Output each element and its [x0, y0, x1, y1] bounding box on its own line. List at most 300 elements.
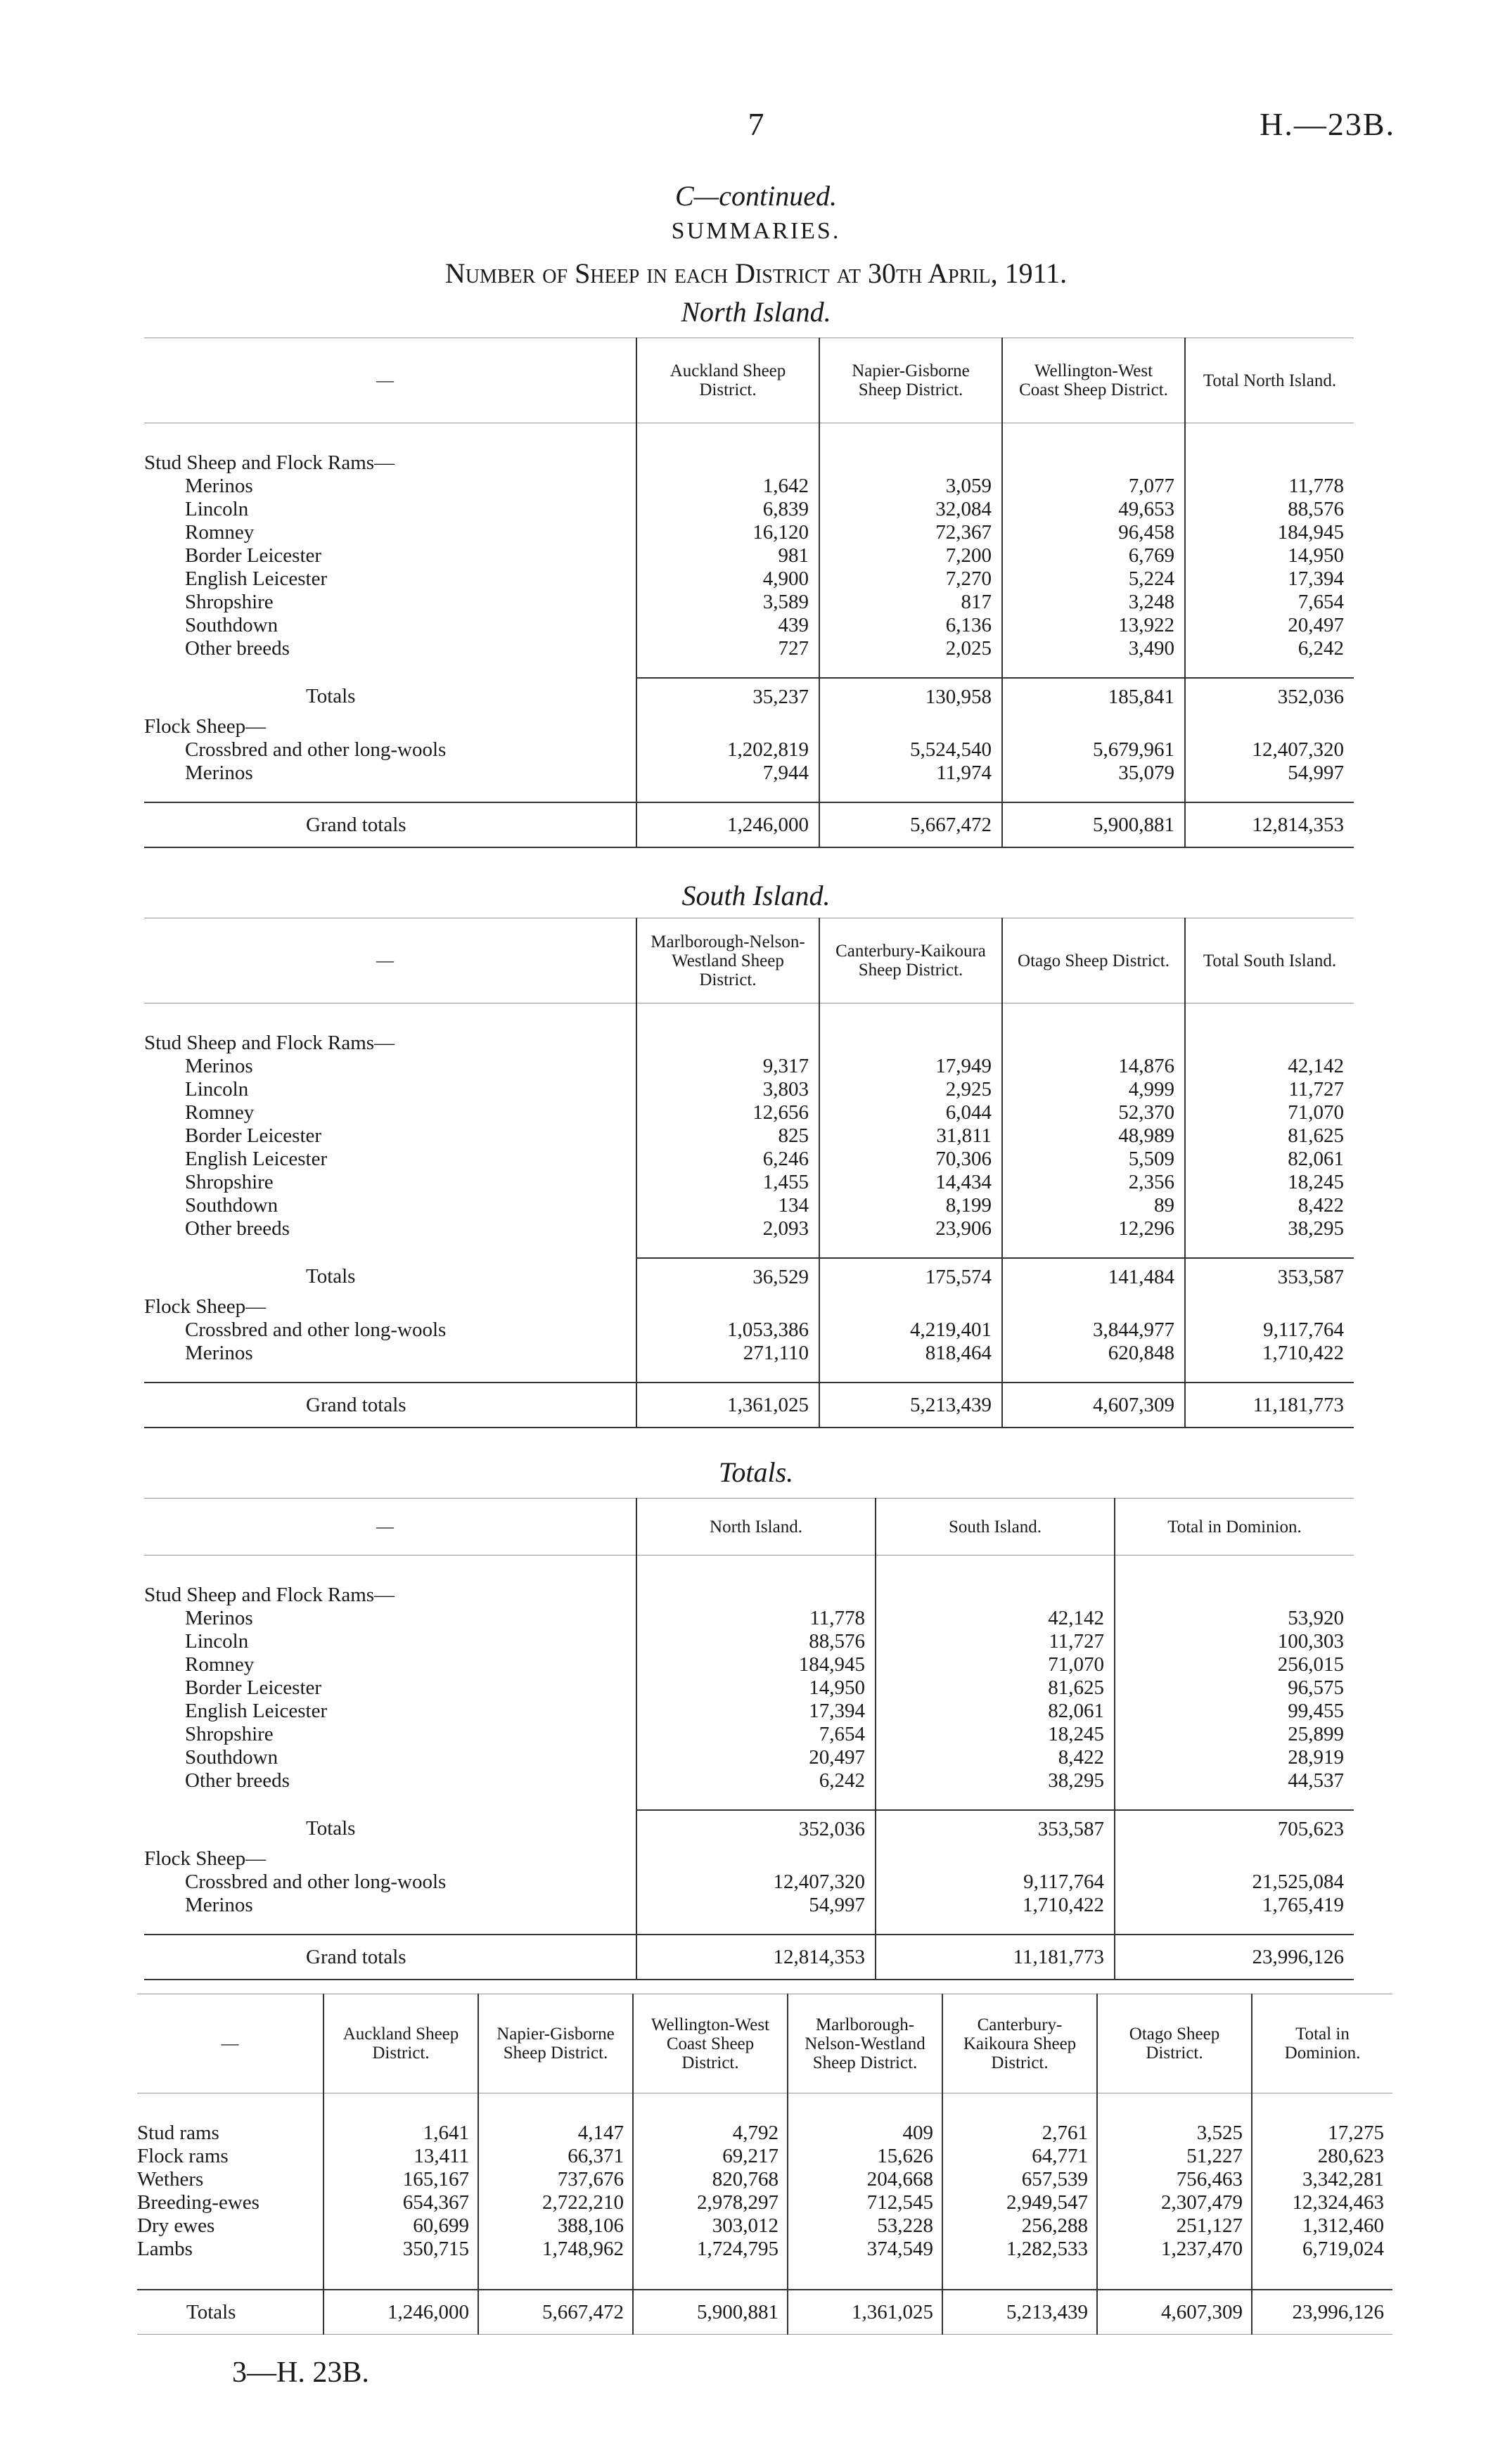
table-row	[144, 1630, 1354, 1653]
totals-label: Totals	[306, 1817, 356, 1840]
value-cell: 11,778	[636, 1607, 876, 1630]
stub-header: —	[144, 338, 636, 423]
column-header: Wellington-West Coast Sheep District.	[1002, 338, 1185, 423]
spacer-cell	[942, 2261, 1097, 2290]
continued-heading: C—continued.	[675, 180, 837, 212]
column-header: Total in Dominion.	[1115, 1499, 1354, 1556]
column-header: South Island.	[876, 1499, 1115, 1556]
north-island-title: North Island.	[681, 296, 831, 328]
value-cell: 72,367	[819, 521, 1002, 544]
grand-total-cell: 5,213,439	[819, 1383, 1002, 1428]
table-row	[144, 1769, 1354, 1792]
table-row	[137, 2122, 1392, 2145]
spacer-cell	[323, 2093, 478, 2122]
value-cell: 1,641	[323, 2122, 478, 2145]
flock-sheep-heading: Flock Sheep—	[144, 715, 267, 738]
value-cell: 4,792	[633, 2122, 788, 2145]
value-cell: 1,710,422	[1185, 1342, 1354, 1365]
row-label: Wethers	[137, 2168, 204, 2191]
value-cell: 13,922	[1002, 614, 1185, 637]
empty-cell	[876, 1584, 1115, 1607]
value-cell: 256,015	[1115, 1653, 1354, 1676]
column-header: Otago Sheep District.	[1097, 1994, 1252, 2093]
total-cell: 4,607,309	[1097, 2290, 1252, 2335]
totals-row	[137, 2290, 1392, 2335]
value-cell: 38,295	[1185, 1217, 1354, 1240]
spacer-row	[144, 1365, 1354, 1383]
table-row	[144, 567, 1354, 591]
value-cell: 1,642	[636, 475, 819, 498]
value-cell: 4,219,401	[819, 1319, 1002, 1342]
value-cell: 3,525	[1097, 2122, 1252, 2145]
spacer-cell	[323, 2261, 478, 2290]
row-label: Merinos	[185, 1607, 253, 1629]
row-label: Merinos	[185, 1894, 253, 1916]
value-cell: 620,848	[1002, 1342, 1185, 1365]
spacer-row	[137, 2093, 1392, 2122]
value-cell: 303,012	[633, 2214, 788, 2238]
spacer-cell	[819, 1365, 1002, 1383]
value-cell: 9,117,764	[1185, 1319, 1354, 1342]
value-cell: 1,710,422	[876, 1894, 1115, 1917]
row-label: English Leicester	[185, 1700, 328, 1722]
value-cell: 7,944	[636, 762, 819, 785]
value-cell: 2,761	[942, 2122, 1097, 2145]
spacer-row	[144, 1917, 1354, 1935]
value-cell: 8,199	[819, 1194, 1002, 1217]
empty-cell	[636, 1032, 819, 1055]
total-cell: 130,958	[819, 678, 1002, 715]
totals-row	[144, 1810, 1354, 1847]
value-cell: 11,727	[1185, 1078, 1354, 1101]
column-header: Canterbury-Kaikoura Sheep District.	[819, 918, 1002, 1003]
value-cell: 6,044	[819, 1101, 1002, 1124]
total-cell: 5,667,472	[478, 2290, 633, 2335]
value-cell: 12,296	[1002, 1217, 1185, 1240]
spacer-cell	[876, 1556, 1115, 1584]
value-cell: 2,949,547	[942, 2191, 1097, 2214]
value-cell: 3,342,281	[1252, 2168, 1392, 2191]
spacer-cell	[144, 660, 636, 678]
column-header: Auckland Sheep District.	[323, 1994, 478, 2093]
table-row	[137, 2191, 1392, 2214]
spacer-cell	[636, 1917, 876, 1935]
value-cell: 2,978,297	[633, 2191, 788, 2214]
value-cell: 6,136	[819, 614, 1002, 637]
spacer-cell	[1185, 660, 1354, 678]
spacer-cell	[144, 1003, 636, 1032]
row-label: Southdown	[185, 1746, 278, 1769]
empty-cell	[1185, 1032, 1354, 1055]
value-cell: 5,524,540	[819, 738, 1002, 762]
value-cell: 82,061	[876, 1700, 1115, 1723]
spacer-cell	[1185, 1240, 1354, 1258]
value-cell: 6,242	[1185, 637, 1354, 660]
value-cell: 1,237,470	[1097, 2238, 1252, 2261]
row-label: Southdown	[185, 614, 278, 636]
table-row	[144, 1894, 1354, 1917]
row-label: Border Leicester	[185, 1124, 322, 1147]
total-cell: 1,246,000	[323, 2290, 478, 2335]
table-row	[144, 591, 1354, 614]
value-cell: 69,217	[633, 2145, 788, 2168]
value-cell: 3,059	[819, 475, 1002, 498]
column-header: Napier-Gisborne Sheep District.	[819, 338, 1002, 423]
spacer-cell	[144, 785, 636, 802]
spacer-cell	[144, 1556, 636, 1584]
value-cell: 374,549	[788, 2238, 942, 2261]
value-cell: 16,120	[636, 521, 819, 544]
value-cell: 251,127	[1097, 2214, 1252, 2238]
table-row	[144, 1124, 1354, 1148]
spacer-cell	[819, 785, 1002, 802]
table-row	[144, 762, 1354, 785]
value-cell: 21,525,084	[1115, 1871, 1354, 1894]
total-cell: 352,036	[1185, 678, 1354, 715]
page-number: 7	[748, 106, 764, 142]
empty-cell	[636, 1584, 876, 1607]
value-cell: 2,356	[1002, 1171, 1185, 1194]
totals-label: Totals	[306, 1265, 356, 1288]
empty-cell	[819, 1295, 1002, 1319]
value-cell: 28,919	[1115, 1746, 1354, 1769]
spacer-row	[144, 785, 1354, 802]
total-cell: 5,900,881	[633, 2290, 788, 2335]
grand-totals-row	[144, 1935, 1354, 1980]
empty-cell	[1185, 715, 1354, 738]
row-label: Lincoln	[185, 498, 249, 520]
column-header: North Island.	[636, 1499, 876, 1556]
value-cell: 48,989	[1002, 1124, 1185, 1148]
row-label: Crossbred and other long-wools	[185, 1319, 447, 1341]
spacer-cell	[1185, 785, 1354, 802]
row-label: Border Leicester	[185, 1676, 322, 1699]
table-header-row	[144, 1499, 1354, 1556]
table-row	[137, 2214, 1392, 2238]
value-cell: 727	[636, 637, 819, 660]
value-cell: 6,839	[636, 498, 819, 521]
total-cell: 1,361,025	[788, 2290, 942, 2335]
spacer-cell	[1097, 2261, 1252, 2290]
value-cell: 13,411	[323, 2145, 478, 2168]
value-cell: 2,025	[819, 637, 1002, 660]
table-row	[144, 1342, 1354, 1365]
spacer-cell	[144, 1240, 636, 1258]
column-header: Total North Island.	[1185, 338, 1354, 423]
stud-sheep-heading: Stud Sheep and Flock Rams—	[144, 1584, 395, 1606]
totals-title: Totals.	[718, 1456, 794, 1488]
empty-cell	[819, 451, 1002, 475]
totals-row	[144, 1258, 1354, 1295]
grand-total-cell: 12,814,353	[636, 1935, 876, 1980]
value-cell: 81,625	[876, 1676, 1115, 1700]
value-cell: 6,242	[636, 1769, 876, 1792]
value-cell: 88,576	[636, 1630, 876, 1653]
value-cell: 7,200	[819, 544, 1002, 567]
value-cell: 350,715	[323, 2238, 478, 2261]
value-cell: 12,407,320	[636, 1871, 876, 1894]
empty-cell	[819, 1032, 1002, 1055]
total-cell: 352,036	[636, 1810, 876, 1847]
value-cell: 1,312,460	[1252, 2214, 1392, 2238]
value-cell: 18,245	[876, 1723, 1115, 1746]
value-cell: 35,079	[1002, 762, 1185, 785]
value-cell: 1,455	[636, 1171, 819, 1194]
spacer-cell	[1185, 1003, 1354, 1032]
spacer-cell	[1097, 2093, 1252, 2122]
value-cell: 53,920	[1115, 1607, 1354, 1630]
empty-cell	[1115, 1584, 1354, 1607]
table-row	[144, 1194, 1354, 1217]
spacer-row	[144, 423, 1354, 452]
empty-cell	[1002, 451, 1185, 475]
value-cell: 23,906	[819, 1217, 1002, 1240]
value-cell: 280,623	[1252, 2145, 1392, 2168]
section-heading-row	[144, 715, 1354, 738]
empty-cell	[1185, 451, 1354, 475]
spacer-row	[144, 1003, 1354, 1032]
section-heading-row	[144, 1295, 1354, 1319]
value-cell: 409	[788, 2122, 942, 2145]
table-row	[144, 544, 1354, 567]
value-cell: 7,077	[1002, 475, 1185, 498]
grand-totals-label: Grand totals	[144, 1935, 636, 1980]
spacer-cell	[478, 2093, 633, 2122]
value-cell: 99,455	[1115, 1700, 1354, 1723]
table-row	[144, 1723, 1354, 1746]
value-cell: 31,811	[819, 1124, 1002, 1148]
row-label: Other breeds	[185, 637, 290, 660]
value-cell: 5,679,961	[1002, 738, 1185, 762]
table-row	[144, 1171, 1354, 1194]
table-row	[144, 521, 1354, 544]
value-cell: 9,117,764	[876, 1871, 1115, 1894]
table-row	[144, 1101, 1354, 1124]
totals-row	[144, 678, 1354, 715]
value-cell: 32,084	[819, 498, 1002, 521]
row-label: Flock rams	[137, 2145, 229, 2167]
table-row	[144, 1653, 1354, 1676]
table-row	[144, 1319, 1354, 1342]
value-cell: 825	[636, 1124, 819, 1148]
section-heading-row	[144, 1032, 1354, 1055]
spacer-row	[144, 1792, 1354, 1810]
spacer-cell	[1115, 1792, 1354, 1810]
value-cell: 184,945	[636, 1653, 876, 1676]
value-cell: 1,748,962	[478, 2238, 633, 2261]
value-cell: 17,275	[1252, 2122, 1392, 2145]
grand-total-cell: 11,181,773	[876, 1935, 1115, 1980]
value-cell: 53,228	[788, 2214, 942, 2238]
spacer-cell	[633, 2093, 788, 2122]
value-cell: 42,142	[1185, 1055, 1354, 1078]
spacer-row	[144, 660, 1354, 678]
spacer-cell	[144, 1917, 636, 1935]
column-header: Wellington-West Coast Sheep District.	[633, 1994, 788, 2093]
value-cell: 3,248	[1002, 591, 1185, 614]
spacer-cell	[819, 660, 1002, 678]
table-row	[137, 2145, 1392, 2168]
flock-sheep-heading: Flock Sheep—	[144, 1847, 267, 1870]
value-cell: 44,537	[1115, 1769, 1354, 1792]
total-cell: 36,529	[636, 1258, 819, 1295]
row-label: Border Leicester	[185, 544, 322, 567]
value-cell: 9,317	[636, 1055, 819, 1078]
value-cell: 4,999	[1002, 1078, 1185, 1101]
grand-total-cell: 5,900,881	[1002, 802, 1185, 847]
value-cell: 88,576	[1185, 498, 1354, 521]
empty-cell	[636, 1295, 819, 1319]
total-cell: 23,996,126	[1252, 2290, 1392, 2335]
value-cell: 2,093	[636, 1217, 819, 1240]
section-heading-row	[144, 451, 1354, 475]
value-cell: 439	[636, 614, 819, 637]
spacer-cell	[819, 1240, 1002, 1258]
spacer-cell	[1252, 2093, 1392, 2122]
value-cell: 17,949	[819, 1055, 1002, 1078]
total-cell: 5,213,439	[942, 2290, 1097, 2335]
empty-cell	[636, 715, 819, 738]
table-row	[144, 1746, 1354, 1769]
value-cell: 1,053,386	[636, 1319, 819, 1342]
value-cell: 14,950	[1185, 544, 1354, 567]
total-cell: 175,574	[819, 1258, 1002, 1295]
table-heading: Number of Sheep in each District at 30th April, 1911.	[444, 257, 1068, 289]
footer-signature: 3—H. 23B.	[232, 2356, 369, 2389]
grand-total-cell: 23,996,126	[1115, 1935, 1354, 1980]
total-cell: 185,841	[1002, 678, 1185, 715]
total-cell: 353,587	[1185, 1258, 1354, 1295]
value-cell: 66,371	[478, 2145, 633, 2168]
value-cell: 6,769	[1002, 544, 1185, 567]
spacer-cell	[636, 1365, 819, 1383]
value-cell: 7,654	[636, 1723, 876, 1746]
spacer-cell	[1115, 1917, 1354, 1935]
value-cell: 6,719,024	[1252, 2238, 1392, 2261]
table-row	[144, 1078, 1354, 1101]
value-cell: 14,950	[636, 1676, 876, 1700]
spacer-cell	[1002, 660, 1185, 678]
empty-cell	[1115, 1847, 1354, 1871]
stud-sheep-heading: Stud Sheep and Flock Rams—	[144, 451, 395, 474]
value-cell: 654,367	[323, 2191, 478, 2214]
value-cell: 12,407,320	[1185, 738, 1354, 762]
value-cell: 4,900	[636, 567, 819, 591]
spacer-cell	[1002, 1240, 1185, 1258]
spacer-cell	[876, 1792, 1115, 1810]
value-cell: 5,224	[1002, 567, 1185, 591]
spacer-cell	[144, 1792, 636, 1810]
empty-cell	[1185, 1295, 1354, 1319]
spacer-cell	[636, 785, 819, 802]
table-row	[144, 637, 1354, 660]
stub-header: —	[144, 918, 636, 1003]
value-cell: 981	[636, 544, 819, 567]
value-cell: 1,202,819	[636, 738, 819, 762]
row-label: Merinos	[185, 1055, 253, 1077]
grand-totals-row	[144, 802, 1354, 847]
value-cell: 165,167	[323, 2168, 478, 2191]
value-cell: 96,458	[1002, 521, 1185, 544]
value-cell: 12,656	[636, 1101, 819, 1124]
spacer-cell	[633, 2261, 788, 2290]
spacer-cell	[636, 1792, 876, 1810]
table-header-row	[144, 918, 1354, 1003]
row-label: Crossbred and other long-wools	[185, 738, 447, 761]
value-cell: 2,722,210	[478, 2191, 633, 2214]
grand-total-cell: 12,814,353	[1185, 802, 1354, 847]
table-header-row	[144, 338, 1354, 423]
value-cell: 14,434	[819, 1171, 1002, 1194]
value-cell: 82,061	[1185, 1148, 1354, 1171]
spacer-cell	[137, 2261, 323, 2290]
value-cell: 271,110	[636, 1342, 819, 1365]
totals-label: Totals	[137, 2290, 323, 2335]
row-label: English Leicester	[185, 1148, 328, 1170]
spacer-cell	[1002, 1365, 1185, 1383]
row-label: Merinos	[185, 475, 253, 497]
spacer-cell	[1002, 785, 1185, 802]
value-cell: 1,282,533	[942, 2238, 1097, 2261]
section-heading-row	[144, 1847, 1354, 1871]
column-header: Auckland Sheep District.	[636, 338, 819, 423]
spacer-cell	[1002, 1003, 1185, 1032]
value-cell: 134	[636, 1194, 819, 1217]
row-label: Other breeds	[185, 1769, 290, 1792]
table-row	[144, 1871, 1354, 1894]
document-reference: H.—23B.	[1260, 106, 1395, 142]
row-label: Stud rams	[137, 2122, 219, 2144]
south-island-title: South Island.	[681, 880, 831, 911]
spacer-cell	[942, 2093, 1097, 2122]
empty-cell	[1002, 1295, 1185, 1319]
section-heading-row	[144, 1584, 1354, 1607]
value-cell: 712,545	[788, 2191, 942, 2214]
value-cell: 81,625	[1185, 1124, 1354, 1148]
grand-total-cell: 11,181,773	[1185, 1383, 1354, 1428]
empty-cell	[876, 1847, 1115, 1871]
value-cell: 204,668	[788, 2168, 942, 2191]
value-cell: 64,771	[942, 2145, 1097, 2168]
row-label: Shropshire	[185, 1723, 274, 1745]
table-row	[144, 475, 1354, 498]
value-cell: 49,653	[1002, 498, 1185, 521]
spacer-row	[144, 1556, 1354, 1584]
spacer-cell	[636, 1003, 819, 1032]
summaries-heading: SUMMARIES.	[671, 218, 841, 244]
value-cell: 11,778	[1185, 475, 1354, 498]
value-cell: 388,106	[478, 2214, 633, 2238]
value-cell: 89	[1002, 1194, 1185, 1217]
value-cell: 51,227	[1097, 2145, 1252, 2168]
table-row	[144, 1700, 1354, 1723]
value-cell: 820,768	[633, 2168, 788, 2191]
value-cell: 15,626	[788, 2145, 942, 2168]
table-row	[144, 1217, 1354, 1240]
row-label: Romney	[185, 521, 255, 544]
spacer-cell	[1185, 1365, 1354, 1383]
value-cell: 256,288	[942, 2214, 1097, 2238]
empty-cell	[1002, 715, 1185, 738]
table-header-row	[137, 1994, 1392, 2093]
value-cell: 70,306	[819, 1148, 1002, 1171]
value-cell: 817	[819, 591, 1002, 614]
table-row	[144, 498, 1354, 521]
value-cell: 3,803	[636, 1078, 819, 1101]
empty-cell	[1002, 1032, 1185, 1055]
value-cell: 20,497	[636, 1746, 876, 1769]
row-label: Merinos	[185, 762, 253, 784]
